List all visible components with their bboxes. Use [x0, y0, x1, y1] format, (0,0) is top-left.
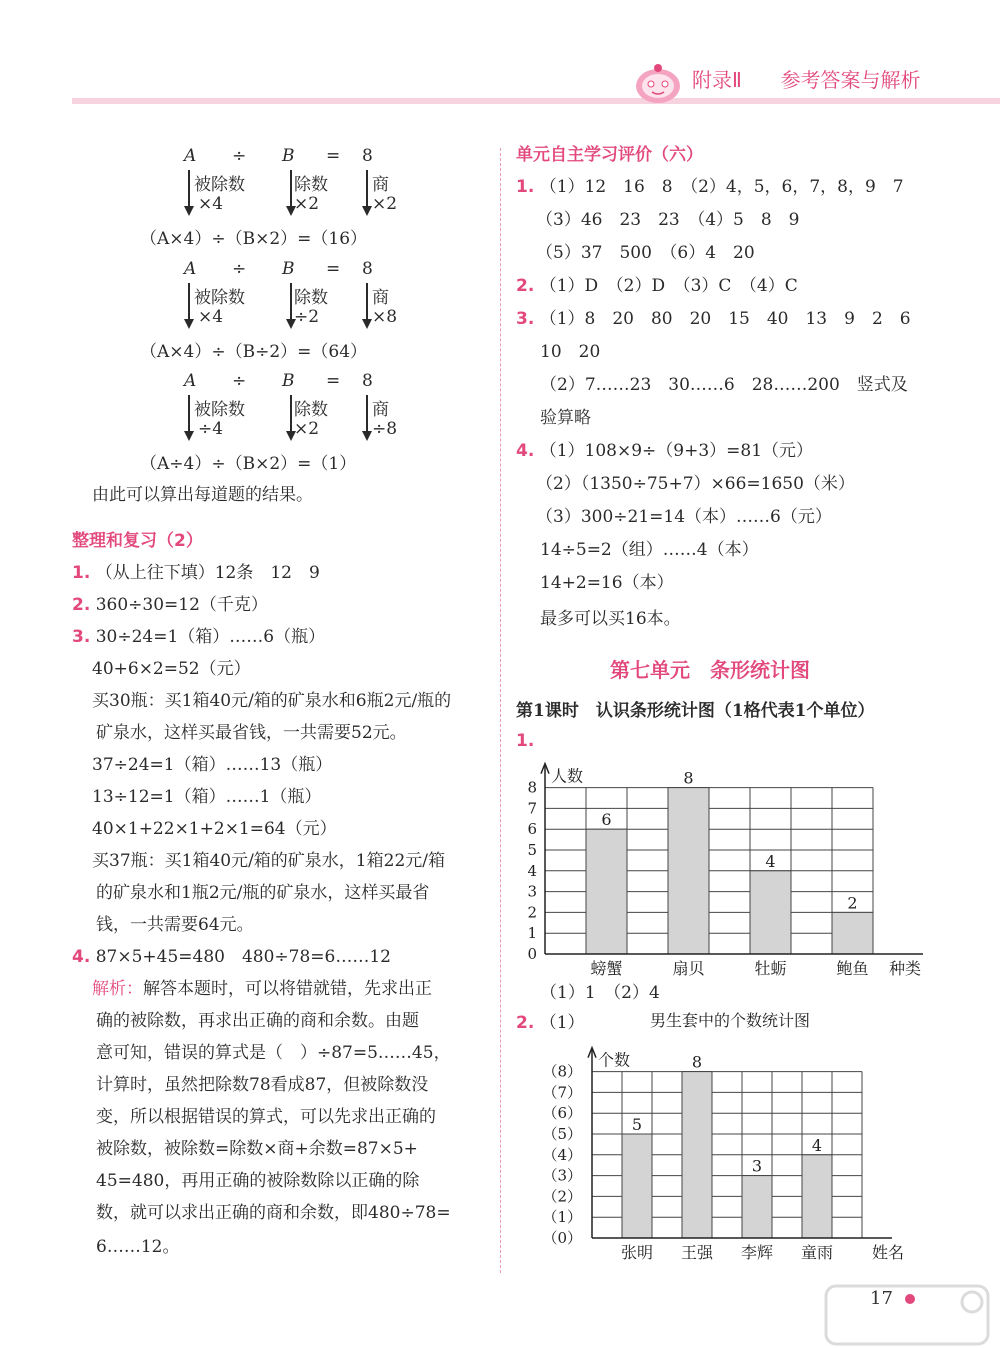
quotient-value: 8	[362, 371, 373, 391]
section-title-unit-assessment: 单元自主学习评价（六）	[516, 145, 703, 165]
right-q1-line: （3）46 23 23 （4）5 8 9	[536, 210, 800, 230]
quotient-value: 8	[362, 259, 373, 279]
change-quotient: ÷8	[372, 419, 398, 439]
bar	[742, 1176, 772, 1238]
bar-value-label: 5	[631, 1115, 643, 1134]
category-label: 童雨	[800, 1243, 834, 1262]
chart-rings	[540, 1010, 920, 1262]
arrow-head-icon	[184, 319, 194, 329]
left-q3	[72, 626, 325, 648]
label-dividend: 被除数	[194, 288, 245, 308]
q3-line: 钱，一共需要64元。	[96, 915, 254, 935]
right-q4-line: （2）（1350÷75+7）×66=1650（米）	[536, 474, 855, 494]
category-label: 扇贝	[672, 959, 705, 978]
column-divider	[500, 148, 501, 1273]
y-tick-label: （0）	[542, 1229, 582, 1247]
chart2-question-number: 2.	[516, 1013, 535, 1033]
right-q3-number: 3.	[516, 309, 535, 329]
bar	[586, 829, 627, 954]
chart2-part: （1）	[539, 1013, 585, 1033]
right-q4	[516, 440, 813, 462]
chart-seafood	[510, 758, 930, 978]
unit-title: 第七单元 条形统计图	[610, 658, 810, 682]
arrow-head-icon	[362, 319, 372, 329]
label-quotient: 商	[372, 288, 389, 308]
change-dividend: ÷4	[198, 419, 224, 439]
label-quotient: 商	[372, 175, 389, 195]
chart1-answer: （1）1 （2）4	[540, 983, 660, 1003]
right-q4-line: 最多可以买16本。	[540, 609, 681, 629]
page-number-text: 17	[870, 1288, 893, 1309]
right-q3-line: （2）7……23 30……6 28……200 竖式及	[540, 375, 908, 395]
left-q2	[72, 594, 268, 616]
q3-line: 买30瓶：买1箱40元/箱的矿泉水和6瓶2元/瓶的	[92, 691, 452, 711]
division-diagram	[140, 146, 400, 256]
analysis-line: 意可知，错误的算式是（ ）÷87=5……45，	[96, 1043, 451, 1063]
bar-value-label: 2	[847, 893, 858, 913]
left-q1-number: 1.	[72, 563, 91, 583]
conclusion-text: 由此可以算出每道题的结果。	[92, 485, 313, 505]
mascot-icon	[632, 62, 684, 104]
divide-sign: ÷	[232, 371, 247, 391]
label-divisor: 除数	[294, 175, 328, 195]
down-arrow-icon	[188, 170, 190, 208]
right-q3-line: 10 20	[540, 342, 601, 362]
arrow-head-icon	[286, 431, 296, 441]
q3-line: 13÷12=1（箱）……1（瓶）	[92, 787, 322, 807]
y-tick-label: 8	[527, 778, 537, 797]
left-q4-text: 87×5+45=480 480÷78=6……12	[95, 947, 391, 967]
left-q2-number: 2.	[72, 595, 91, 615]
right-q4-line: 14+2=16（本）	[540, 573, 674, 593]
label-quotient: 商	[372, 400, 389, 420]
analysis-line: 被除数，被除数=除数×商+余数=87×5+	[96, 1139, 418, 1159]
arrow-head-icon	[362, 206, 372, 216]
header-title: 参考答案与解析	[780, 68, 921, 92]
bar-value-label: 3	[751, 1156, 763, 1176]
equals-sign: =	[326, 259, 341, 279]
bar-value-label: 8	[683, 768, 694, 788]
y-tick-label: （6）	[542, 1104, 582, 1123]
division-diagram	[140, 371, 400, 481]
header-bar	[72, 98, 1000, 104]
chart1-question-number: 1.	[516, 731, 535, 751]
division-diagram	[140, 259, 400, 369]
left-q2-text: 360÷30=12（千克）	[95, 595, 268, 615]
right-q1	[516, 176, 904, 198]
divide-sign: ÷	[232, 259, 247, 279]
q3-line: 买37瓶：买1箱40元/箱的矿泉水，1箱22元/箱	[92, 851, 445, 871]
down-arrow-icon	[188, 395, 190, 433]
arrow-head-icon	[362, 431, 372, 441]
analysis-text: 解答本题时，可以将错就错，先求出正	[143, 979, 432, 999]
category-label: 李辉	[740, 1243, 774, 1262]
y-tick-label: 6	[527, 820, 537, 839]
analysis-line: 45=480，再用正确的被除数除以正确的除	[96, 1171, 420, 1191]
analysis-line: 6……12。	[96, 1237, 180, 1257]
right-q2	[516, 275, 798, 297]
y-tick-label: （5）	[542, 1125, 582, 1143]
equals-sign: =	[326, 146, 341, 166]
bar-value-label: 8	[691, 1052, 703, 1072]
chart-title: 男生套中的个数统计图	[649, 1011, 811, 1030]
dividend-symbol: A	[184, 371, 197, 391]
bar-value-label: 4	[811, 1135, 823, 1155]
y-tick-label: （1）	[542, 1208, 582, 1227]
y-tick-label: 0	[527, 945, 537, 963]
divisor-symbol: B	[282, 259, 295, 279]
y-tick-label: 3	[527, 882, 537, 901]
left-q1	[72, 562, 320, 584]
analysis-first-line	[92, 978, 432, 1000]
analysis-line: 数，就可以求出正确的商和余数，即480÷78=	[96, 1203, 451, 1223]
bar	[682, 1072, 712, 1238]
right-q3-line: （1）8 20 80 20 15 40 13 9 2 6	[539, 309, 911, 329]
change-divisor: ×2	[294, 194, 320, 214]
right-q4-number: 4.	[516, 441, 535, 461]
right-q3-line: 验算略	[540, 408, 591, 428]
right-q2-text: （1）D （2）D （3）C （4）C	[539, 276, 798, 296]
q3-line: 40+6×2=52（元）	[92, 659, 251, 679]
bar	[802, 1155, 832, 1238]
down-arrow-icon	[366, 395, 368, 433]
down-arrow-icon	[290, 170, 292, 208]
q3-line: 的矿泉水和1瓶2元/瓶的矿泉水，这样买最省	[96, 883, 430, 903]
y-tick-label: （4）	[542, 1145, 582, 1164]
bar	[832, 912, 873, 954]
category-label: 王强	[680, 1243, 714, 1262]
y-tick-label: （2）	[542, 1187, 582, 1206]
y-tick-label: （7）	[542, 1083, 582, 1102]
left-q1-text: （从上往下填）12条 12 9	[95, 563, 320, 583]
bar	[750, 871, 791, 954]
arrow-head-icon	[286, 206, 296, 216]
down-arrow-icon	[188, 283, 190, 321]
analysis-line: 计算时，虽然把除数78看成87，但被除数没	[96, 1075, 429, 1095]
analysis-line: 变，所以根据错误的算式，可以先求出正确的	[96, 1107, 436, 1127]
x-axis-label: 种类	[888, 959, 922, 978]
right-q1-line: （5）37 500 （6）4 20	[536, 243, 755, 263]
category-label: 鲍鱼	[836, 959, 869, 978]
down-arrow-icon	[290, 283, 292, 321]
category-label: 螃蟹	[590, 959, 623, 978]
right-q2-number: 2.	[516, 276, 535, 296]
right-q4-line: （3）300÷21=14（本）……6（元）	[536, 507, 832, 527]
down-arrow-icon	[366, 170, 368, 208]
q3-line: 矿泉水，这样买最省钱，一共需要52元。	[96, 723, 407, 743]
right-q1-number: 1.	[516, 177, 535, 197]
arrow-head-icon	[184, 431, 194, 441]
y-tick-label: （8）	[542, 1062, 582, 1081]
arrow-head-icon	[286, 319, 296, 329]
diagram-result: （A÷4）÷（B×2）=（1）	[140, 454, 357, 474]
diagram-result: （A×4）÷（B÷2）=（64）	[140, 342, 368, 362]
dividend-symbol: A	[184, 259, 197, 279]
y-tick-label: 5	[527, 841, 537, 859]
change-dividend: ×4	[198, 307, 224, 327]
bar	[622, 1134, 652, 1238]
change-dividend: ×4	[198, 194, 224, 214]
category-label: 牡蛎	[754, 959, 787, 978]
change-quotient: ×2	[372, 194, 398, 214]
analysis-label: 解析：	[92, 979, 143, 999]
label-divisor: 除数	[294, 400, 328, 420]
y-tick-label: 4	[527, 861, 537, 880]
arrow-head-icon	[184, 206, 194, 216]
header-text	[692, 64, 921, 93]
change-divisor: ÷2	[294, 307, 320, 327]
equals-sign: =	[326, 371, 341, 391]
y-tick-label: （3）	[542, 1166, 582, 1185]
bar	[668, 788, 709, 954]
section-title-review: 整理和复习（2）	[72, 531, 203, 551]
analysis-line: 确的被除数，再求出正确的商和余数。由题	[96, 1011, 419, 1031]
category-label: 张明	[620, 1243, 654, 1262]
y-axis-label: 人数	[551, 766, 584, 786]
y-tick-label: 2	[527, 903, 537, 922]
left-q4	[72, 946, 391, 968]
divisor-symbol: B	[282, 146, 295, 166]
right-q3	[516, 308, 911, 330]
right-q4-line: （1）108×9÷（9+3）=81（元）	[539, 441, 814, 461]
down-arrow-icon	[366, 283, 368, 321]
q3-line: 37÷24=1（箱）……13（瓶）	[92, 755, 333, 775]
appendix-label: 附录Ⅱ	[692, 68, 742, 92]
y-axis-label: 个数	[598, 1050, 631, 1070]
y-tick-label: 7	[527, 799, 537, 818]
bar-value-label: 4	[765, 851, 776, 871]
right-q1-line: （1）12 16 8 （2）4，5，6，7，8，9 7	[539, 177, 904, 197]
label-divisor: 除数	[294, 288, 328, 308]
lesson-title: 第1课时 认识条形统计图（1格代表1个单位）	[516, 701, 875, 721]
left-q3-number: 3.	[72, 627, 91, 647]
q3-line: 40×1+22×1+2×1=64（元）	[92, 819, 337, 839]
y-tick-label: 1	[527, 924, 537, 943]
bar-value-label: 6	[601, 810, 612, 830]
right-q4-line: 14÷5=2（组）……4（本）	[540, 540, 759, 560]
dividend-symbol: A	[184, 146, 197, 166]
down-arrow-icon	[290, 395, 292, 433]
left-q4-number: 4.	[72, 947, 91, 967]
quotient-value: 8	[362, 146, 373, 166]
label-dividend: 被除数	[194, 400, 245, 420]
divide-sign: ÷	[232, 146, 247, 166]
x-axis-label: 姓名	[871, 1243, 905, 1262]
change-divisor: ×2	[294, 419, 320, 439]
label-dividend: 被除数	[194, 175, 245, 195]
divisor-symbol: B	[282, 371, 295, 391]
page-number	[870, 1288, 915, 1309]
change-quotient: ×8	[372, 307, 398, 327]
diagram-result: （A×4）÷（B×2）=（16）	[140, 229, 368, 249]
left-q3-text: 30÷24=1（箱）……6（瓶）	[95, 627, 326, 647]
